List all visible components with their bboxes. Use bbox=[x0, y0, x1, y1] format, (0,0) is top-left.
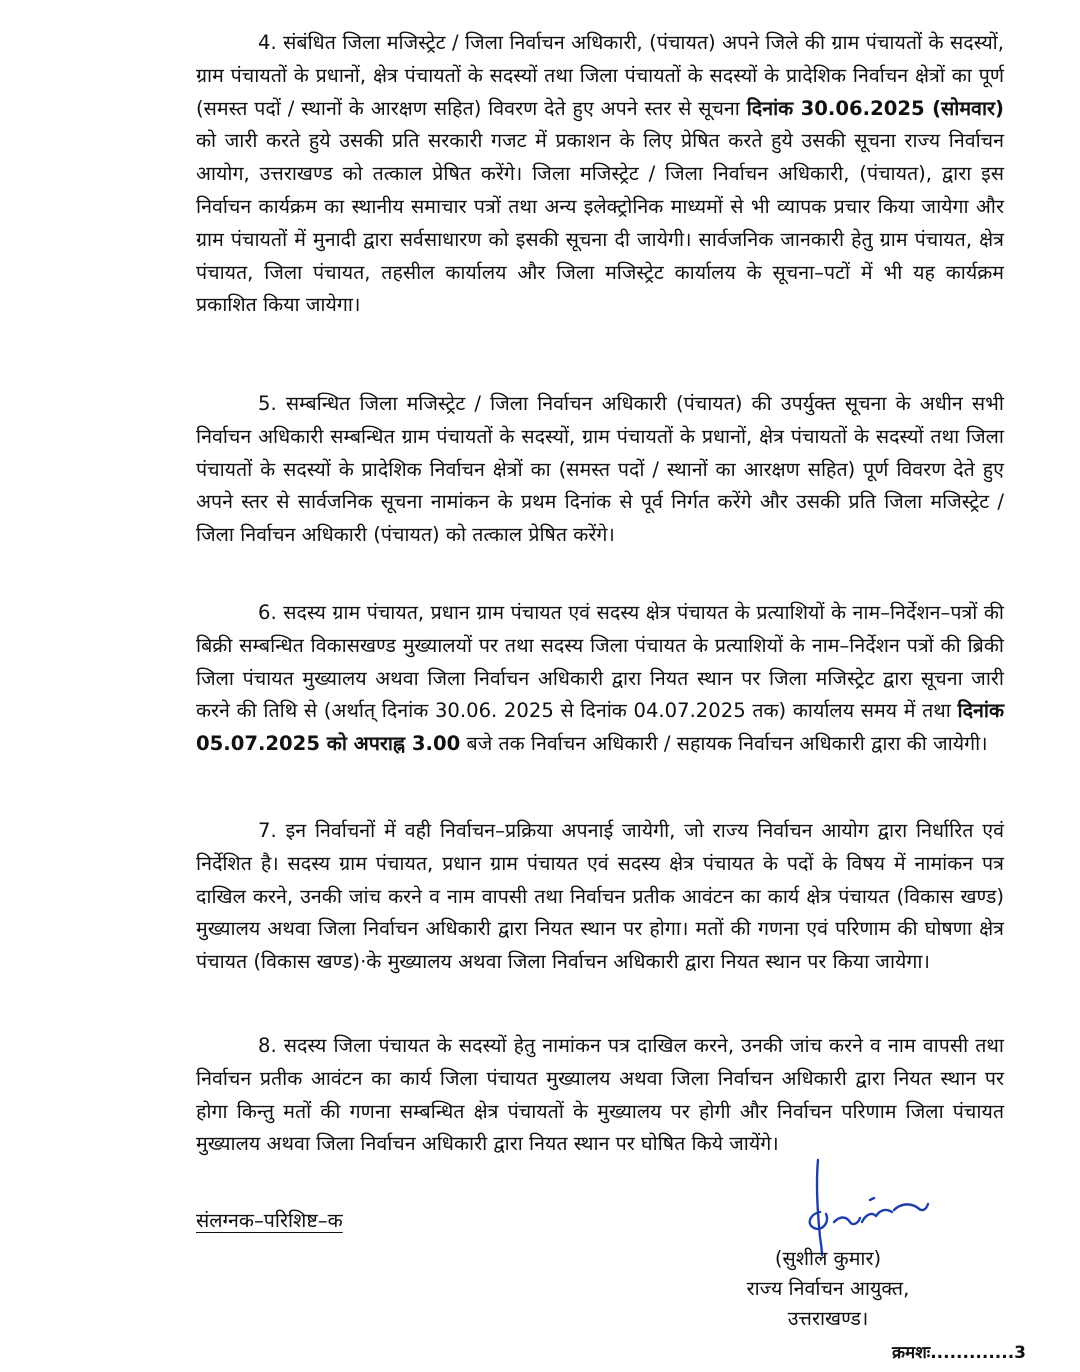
paragraph-number: 4. bbox=[258, 31, 277, 54]
signatory-state: उत्तराखण्ड। bbox=[787, 1307, 869, 1330]
paragraph-text: संबंधित जिला मजिस्ट्रेट / जिला निर्वाचन अधिकारी, (पंचायत) अपने जिले की ग्राम पंचायतों के सदस्यों, ग्राम पंचायतों के प्रधानों, क्षेत्र पंचायतों के सदस्यों तथा जिला पंचायतों के सदस्यों के प्रादेशिक निर्वाचन क्षेत्रों का पूर्ण (समस्त पदों / स्थानों के आरक्षण सहित) विवरण देते हुए अपने स्तर से सूचना bbox=[196, 31, 1004, 120]
paragraph-4 bbox=[196, 27, 1004, 322]
paragraph-text: इन निर्वाचनों में वही निर्वाचन–प्रक्रिया अपनाई जायेगी, जो राज्य निर्वाचन आयोग द्वारा निर्धारित एवं निर्देशित है। सदस्य ग्राम पंचायत, प्रधान ग्राम पंचायत एवं सदस्य क्षेत्र पंचायत के पदों के विषय में नामांकन पत्र दाखिल करने, उनकी जांच करने व नाम वापसी तथा निर्वाचन प्रतीक आवंटन का कार्य क्षेत्र पंचायत (विकास खण्ड) मुख्यालय अथवा जिला निर्वाचन अधिकारी द्वारा नियत स्थान पर होगा। मतों की गणना एवं परिणाम की घोषणा क्षेत्र पंचायत (विकास खण्ड)·के मुख्यालय अथवा जिला निर्वाचन अधिकारी द्वारा नियत स्थान पर किया जायेगा। bbox=[196, 819, 1004, 974]
paragraph-5 bbox=[196, 388, 1004, 552]
paragraph-number: 5. bbox=[258, 392, 277, 415]
deadline-bold: दिनांक 05.07.2025 को अपराह्न 3.00 bbox=[196, 699, 1004, 756]
paragraph-text: सदस्य ग्राम पंचायत, प्रधान ग्राम पंचायत एवं सदस्य क्षेत्र पंचायत के प्रत्याशियों के नाम–निर्देशन–पत्रों की बिक्री सम्बन्धित विकासखण्ड मुख्यालयों पर तथा सदस्य जिला पंचायत के प्रत्याशियों के नाम–निर्देशन पत्रों की ब्रिकी जिला पंचायत मुख्यालय अथवा जिला निर्वाचन अधिकारी द्वारा नियत स्थान पर जिला मजिस्ट्रेट द्वारा सूचना जारी करने की तिथि से (अर्थात् दिनांक 30.06. 2025 से दिनांक 04.07.2025 तक) कार्यालय समय में तथा bbox=[196, 601, 1004, 723]
handwritten-signature bbox=[800, 1152, 930, 1257]
notice-date-bold: दिनांक 30.06.2025 (सोमवार) bbox=[746, 96, 1004, 120]
paragraph-number: 8. bbox=[258, 1034, 277, 1057]
annexure-label: संलग्नक–परिशिष्ट–क bbox=[196, 1209, 343, 1232]
signatory-name: (सुशील कुमार) bbox=[774, 1247, 882, 1270]
signatory-designation: राज्य निर्वाचन आयुक्त, bbox=[746, 1277, 910, 1300]
paragraph-7 bbox=[196, 815, 1004, 979]
paragraph-number: 6. bbox=[258, 601, 277, 624]
paragraph-text: को जारी करते हुये उसकी प्रति सरकारी गजट में प्रकाशन के लिए प्रेषित करते हुये उसकी सूचना राज्य निर्वाचन आयोग, उत्तराखण्ड को तत्काल प्रेषित करेंगे। जिला मजिस्ट्रेट / जिला निर्वाचन अधिकारी, (पंचायत), द्वारा इस निर्वाचन कार्यक्रम का स्थानीय समाचार पत्रों तथा अन्य इलेक्ट्रोनिक माध्यमों से भी व्यापक प्रचार किया जायेगा और ग्राम पंचायतों में मुनादी द्वारा सर्वसाधारण को इसकी सूचना दी जायेगी। सार्वजनिक जानकारी हेतु ग्राम पंचायत, क्षेत्र पंचायत, जिला पंचायत, तहसील कार्यालय और जिला मजिस्ट्रेट कार्यालय के सूचना–पटों में भी यह कार्यक्रम प्रकाशित किया जायेगा। bbox=[196, 129, 1004, 317]
paragraph-text: सदस्य जिला पंचायत के सदस्यों हेतु नामांकन पत्र दाखिल करने, उनकी जांच करने व नाम वापसी तथा निर्वाचन प्रतीक आवंटन का कार्य जिला पंचायत मुख्यालय अथवा जिला निर्वाचन अधिकारी द्वारा नियत स्थान पर होगा किन्तु मतों की गणना सम्बन्धित क्षेत्र पंचायतों के मुख्यालय पर होगी और निर्वाचन परिणाम जिला पंचायत मुख्यालय अथवा जिला निर्वाचन अधिकारी द्वारा नियत स्थान पर घोषित किये जायेंगे। bbox=[196, 1034, 1004, 1156]
paragraph-number: 7. bbox=[258, 819, 277, 842]
continuation-marker: क्रमशः.............3 bbox=[892, 1343, 1026, 1363]
signature-block bbox=[718, 1244, 938, 1334]
paragraph-6 bbox=[196, 597, 1004, 761]
paragraph-8 bbox=[196, 1030, 1004, 1161]
paragraph-text: बजे तक निर्वाचन अधिकारी / सहायक निर्वाचन अधिकारी द्वारा की जायेगी। bbox=[466, 732, 988, 756]
paragraph-text: सम्बन्धित जिला मजिस्ट्रेट / जिला निर्वाचन अधिकारी (पंचायत) की उपर्युक्त सूचना के अधीन सभी निर्वाचन अधिकारी सम्बन्धित ग्राम पंचायतों के सदस्यों, ग्राम पंचायतों के प्रधानों, क्षेत्र पंचायतों के सदस्यों तथा जिला पंचायतों के सदस्यों के प्रादेशिक निर्वाचन क्षेत्रों का (समस्त पदों / स्थानों का आरक्षण सहित) पूर्ण विवरण देते हुए अपने स्तर से सार्वजनिक सूचना नामांकन के प्रथम दिनांक से पूर्व निर्गत करेंगे और उसकी प्रति जिला मजिस्ट्रेट / जिला निर्वाचन अधिकारी (पंचायत) को तत्काल प्रेषित करेंगे। bbox=[196, 392, 1004, 547]
